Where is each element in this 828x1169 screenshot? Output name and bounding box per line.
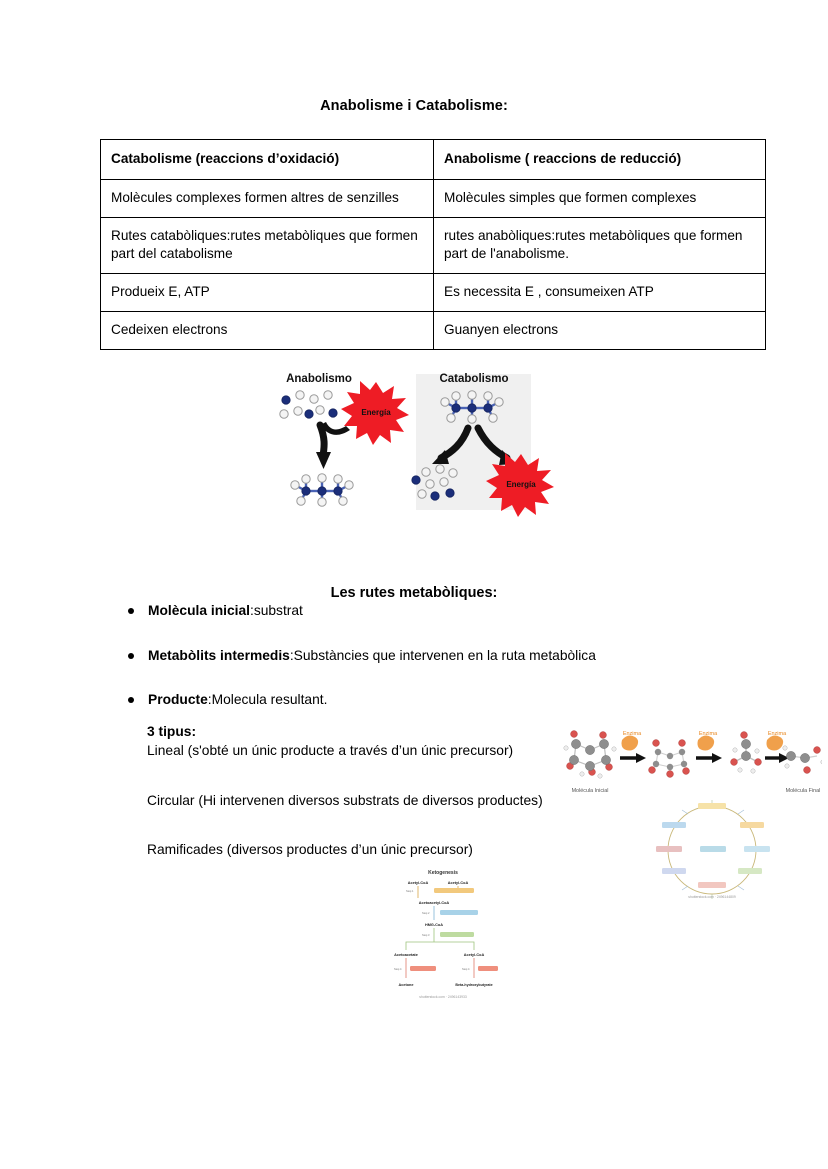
table-row (101, 180, 766, 218)
linear-molecule-final (783, 746, 822, 774)
table-cell: Rutes catabòliques:rutes metabòliques que formen part del catabolisme (101, 218, 434, 274)
metabolism-illustration (276, 368, 576, 523)
svg-text:Acetone: Acetone (398, 983, 414, 987)
anabolism-product-molecule (291, 474, 353, 506)
table-cell: Es necessita E , consumeixen ATP (434, 274, 766, 312)
svg-text:HMG-CoA: HMG-CoA (425, 923, 443, 927)
svg-text:Step 4: Step 4 (462, 968, 470, 971)
linear-molecule-initial (564, 731, 616, 779)
comparison-table (100, 139, 766, 350)
enzyme-label: Enzima (767, 731, 787, 737)
catabolism-energy-label: Energía (506, 480, 536, 489)
circular-pathway-figure (612, 800, 812, 900)
table-cell: Cedeixen electrons (101, 312, 434, 350)
type-branched: Ramificades (diversos productes d’un únic precursor) (147, 842, 473, 858)
list-item-term: Metabòlits intermedis (148, 647, 290, 663)
anabolism-label: Anabolismo (286, 373, 352, 385)
svg-text:Acetoacetate: Acetoacetate (394, 953, 418, 957)
table-cell: Produeix E, ATP (101, 274, 434, 312)
table-header-anabolism: Anabolisme ( reaccions de reducció) (434, 140, 766, 180)
type-circular: Circular (Hi intervenen diversos substrats de diversos productes) (147, 792, 543, 808)
svg-text:Acetyl-CoA: Acetyl-CoA (463, 953, 485, 957)
linear-end-label: Molécula Final (785, 788, 821, 794)
linear-step-1 (620, 731, 646, 763)
svg-text:Step 2: Step 2 (422, 912, 430, 915)
table-row (101, 274, 766, 312)
svg-text:Acetyl-CoA: Acetyl-CoA (407, 881, 429, 885)
linear-pathway-figure (560, 726, 822, 801)
list-item (110, 691, 750, 710)
ketogenesis-figure (388, 866, 498, 1001)
svg-text:Step 4: Step 4 (394, 968, 402, 971)
linear-step-2 (696, 731, 722, 763)
svg-text:Step 1: Step 1 (406, 890, 414, 893)
ketogenesis-title: Ketogenesis (428, 870, 458, 876)
table-row (101, 218, 766, 274)
linear-molecule-intermediate-1 (649, 740, 690, 778)
anabolism-scattered-molecules (280, 391, 337, 418)
table-header-catabolism: Catabolisme (reaccions d’oxidació) (101, 140, 434, 180)
list-item (110, 647, 750, 666)
svg-text:Acetoacetyl-CoA: Acetoacetyl-CoA (418, 901, 450, 905)
type-linear: Lineal (s'obté un únic producte a través d’un únic precursor) (147, 743, 514, 758)
list-item-term: Producte (148, 692, 208, 708)
enzyme-label: Enzima (622, 731, 642, 737)
list-item-definition: :Substàncies que intervenen en la ruta metabòlica (289, 647, 596, 663)
table-cell: Molècules simples que formen complexes (434, 180, 766, 218)
table-cell: rutes anabòliques:rutes metabòliques que formen part de l'anabolisme. (434, 218, 766, 274)
list-item (110, 602, 750, 621)
list-item-definition: :substrat (249, 603, 303, 618)
table-cell: Molècules complexes formen altres de senzilles (101, 180, 434, 218)
circular-watermark: shutterstock.com · 2496144809 (688, 895, 736, 899)
linear-molecule-intermediate-2 (731, 732, 762, 774)
linear-start-label: Molécula Inicial (571, 788, 609, 794)
page-title: Anabolisme i Catabolisme: (320, 98, 508, 114)
bullet-icon (128, 697, 134, 703)
svg-text:Beta-hydroxybutyrate: Beta-hydroxybutyrate (455, 983, 493, 987)
svg-text:Step 3: Step 3 (422, 934, 430, 937)
routes-heading: Les rutes metabòliques: (330, 585, 498, 601)
catabolism-label: Catabolismo (439, 373, 509, 385)
ketogenesis-watermark: shutterstock.com · 2496143933 (419, 995, 467, 999)
anabolism-arrowhead (316, 452, 331, 469)
anabolism-energy-label: Energía (361, 408, 391, 417)
svg-text:Acetyl-CoA: Acetyl-CoA (447, 881, 469, 885)
anabolism-energy-burst (341, 381, 409, 445)
table-cell: Guanyen electrons (434, 312, 766, 350)
types-heading: 3 tipus: (147, 724, 197, 739)
table-row (101, 312, 766, 350)
list-item-term: Molècula inicial (148, 603, 250, 618)
list-item-definition: :Molecula resultant. (207, 692, 328, 708)
table-header-row (101, 140, 766, 180)
bullet-icon (128, 608, 134, 614)
enzyme-label: Enzima (698, 731, 718, 737)
types-block (147, 724, 617, 860)
bullet-icon (128, 653, 134, 659)
routes-list (110, 602, 750, 736)
